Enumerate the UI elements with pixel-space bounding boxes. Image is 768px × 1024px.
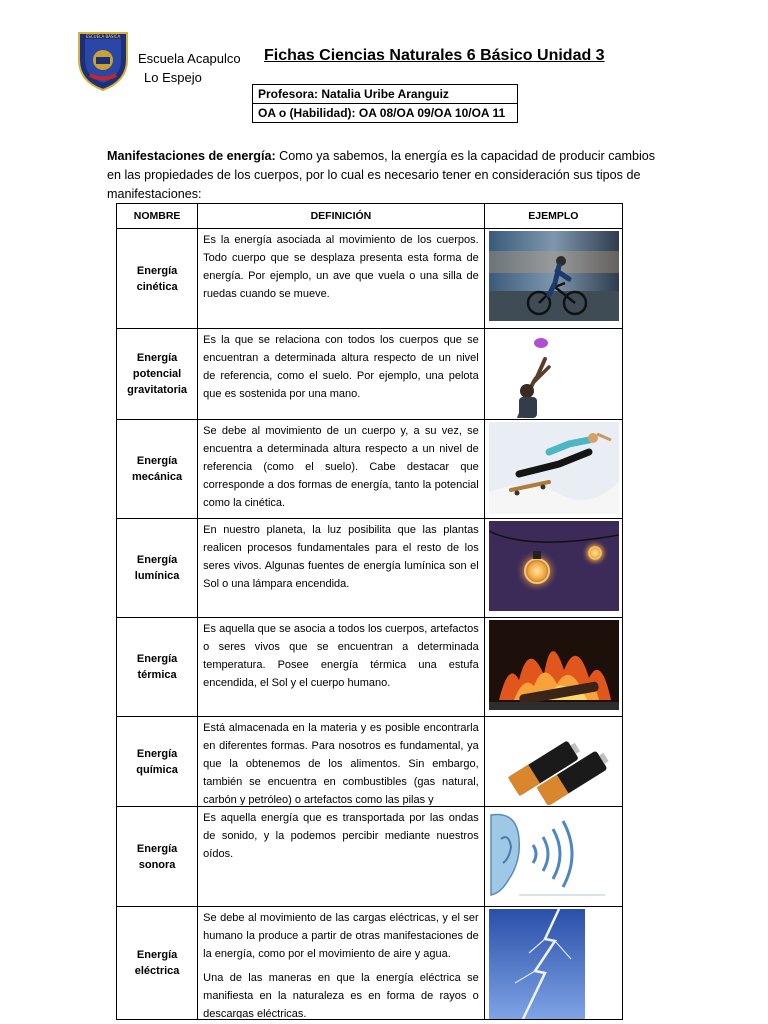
learning-objectives: OA o (Habilidad): OA 08/OA 09/OA 10/OA 11 [253,104,518,123]
school-name-line1: Escuela Acapulco [138,51,241,66]
header-definition: DEFINICIÓN [198,204,485,229]
skateboarder-photo [484,420,622,519]
lightning-photo [484,907,622,1020]
energy-definition [198,907,485,1020]
energy-definition-paragraph: Es aquella que se asocia a todos los cuerpos, artefactos o seres vivos que se encuentran a determinada temperatura. Posee energía térmica una estufa encendida, el Sol y el cuerpo humano. [203,623,479,689]
energy-row [117,420,623,519]
energy-row [117,618,623,717]
teacher-name: Profesora: Natalia Uribe Aranguiz [253,85,518,104]
energy-name-line: cinética [136,280,178,293]
energy-name [117,807,198,907]
energy-definition-paragraph: Es la energía asociada al movimiento de los cuerpos. Todo cuerpo que se desplaza presenta esta forma de energía. Por ejemplo, un ave que vuela o una silla de ruedas cuando se mueve. [203,234,479,300]
energy-row [117,329,623,420]
energy-row [117,907,623,1020]
light-bulbs-photo [484,519,622,618]
energy-types-table [116,203,623,1020]
energy-name [117,618,198,717]
cyclist-photo [484,229,622,329]
energy-name-line: mecánica [132,471,183,483]
school-name [138,49,241,87]
energy-definition [198,717,485,807]
energy-name-line: Energía [136,842,178,855]
energy-definition [198,618,485,717]
school-name-line2: Lo Espejo [144,70,202,85]
energy-name-line: Energía [136,264,178,277]
energy-definition-paragraph: En nuestro planeta, la luz posibilita que las plantas realicen procesos fundamentales para el resto de los seres vivos. Algunas fuentes de energía lumínica son el Sol o una lámpara encendida. [203,524,479,590]
fireplace-photo [484,618,622,717]
energy-name-line: lumínica [134,570,180,582]
energy-name-line: térmica [137,669,177,681]
energy-row [117,807,623,907]
energy-definition-paragraph: Se debe al movimiento de un cuerpo y, a su vez, se encuentra a determinada altura respecto a un nivel de referencia (como el suelo). Cabe destacar que corresponde a dos formas de energía, tanto la potencial como la cinética. [203,425,479,509]
batteries-photo [484,717,622,807]
logo-lettering: ESCUELA BÁSICA [85,34,121,39]
energy-name-line: Energía [136,554,178,566]
intro-text: Como ya sabemos, la energía es la capacidad de producir cambios en las propiedades de los cuerpos, por lo cual es necesario tener en consideración sus tipos de manifestaciones: [107,149,656,201]
intro-paragraph [107,147,667,204]
energy-definition-paragraph: Una de las maneras en que la energía eléctrica se manifiesta en la naturaleza es en forma de rayos o descargas eléctricas. [203,972,479,1018]
energy-name-line: Energía [136,949,178,961]
intro-lead: Manifestaciones de energía: [107,149,276,163]
document-title: Fichas Ciencias Naturales 6 Básico Unidad 3 [264,47,605,64]
energy-definition-paragraph: Se debe al movimiento de las cargas eléctricas, y el ser humano la produce a partir de otras manifestaciones de la energía, como por el movimiento de aire y agua. [203,912,479,960]
energy-name-line: potencial [132,368,182,380]
energy-definition [198,329,485,420]
energy-name [117,329,198,420]
energy-name-line: química [136,763,178,776]
header-example: EJEMPLO [484,204,622,229]
energy-name-line: Energía [136,352,178,364]
energy-name-line: sonora [138,858,176,871]
energy-definition [198,229,485,329]
energy-name [117,717,198,807]
energy-name [117,907,198,1020]
ear-sound-waves-photo [484,807,622,907]
energy-row [117,717,623,807]
info-box [252,84,518,123]
school-crest-logo [76,30,130,92]
energy-name-line: gravitatoria [127,384,188,396]
energy-definition [198,420,485,519]
energy-name [117,229,198,329]
energy-row [117,519,623,618]
energy-name [117,420,198,519]
energy-name-line: Energía [136,455,178,467]
energy-row [117,229,623,329]
energy-definition [198,807,485,907]
energy-name [117,519,198,618]
energy-name-line: Energía [136,653,178,665]
energy-definition [198,519,485,618]
header-name: NOMBRE [117,204,198,229]
energy-definition-paragraph: Es aquella energía que es transportada por las ondas de sonido, y la podemos percibir mediante nuestros oídos. [203,812,479,860]
energy-definition-paragraph: Es la que se relaciona con todos los cuerpos que se encuentran a determinada altura respecto de un nivel de referencia, como el suelo. Por ejemplo, una pelota que es sostenida por una mano. [203,334,479,400]
energy-name-line: eléctrica [134,965,180,977]
energy-definition-paragraph: Está almacenada en la materia y es posible encontrarla en diferentes formas. Para nosotros es fundamental, ya que la obtenemos de los alimentos. Sin embargo, también se encuentra en combustibles (gas natural, carbón y petróleo) o artefactos como las pilas y [203,722,479,805]
energy-name-line: Energía [136,747,178,760]
ball-throw-photo [484,329,622,420]
